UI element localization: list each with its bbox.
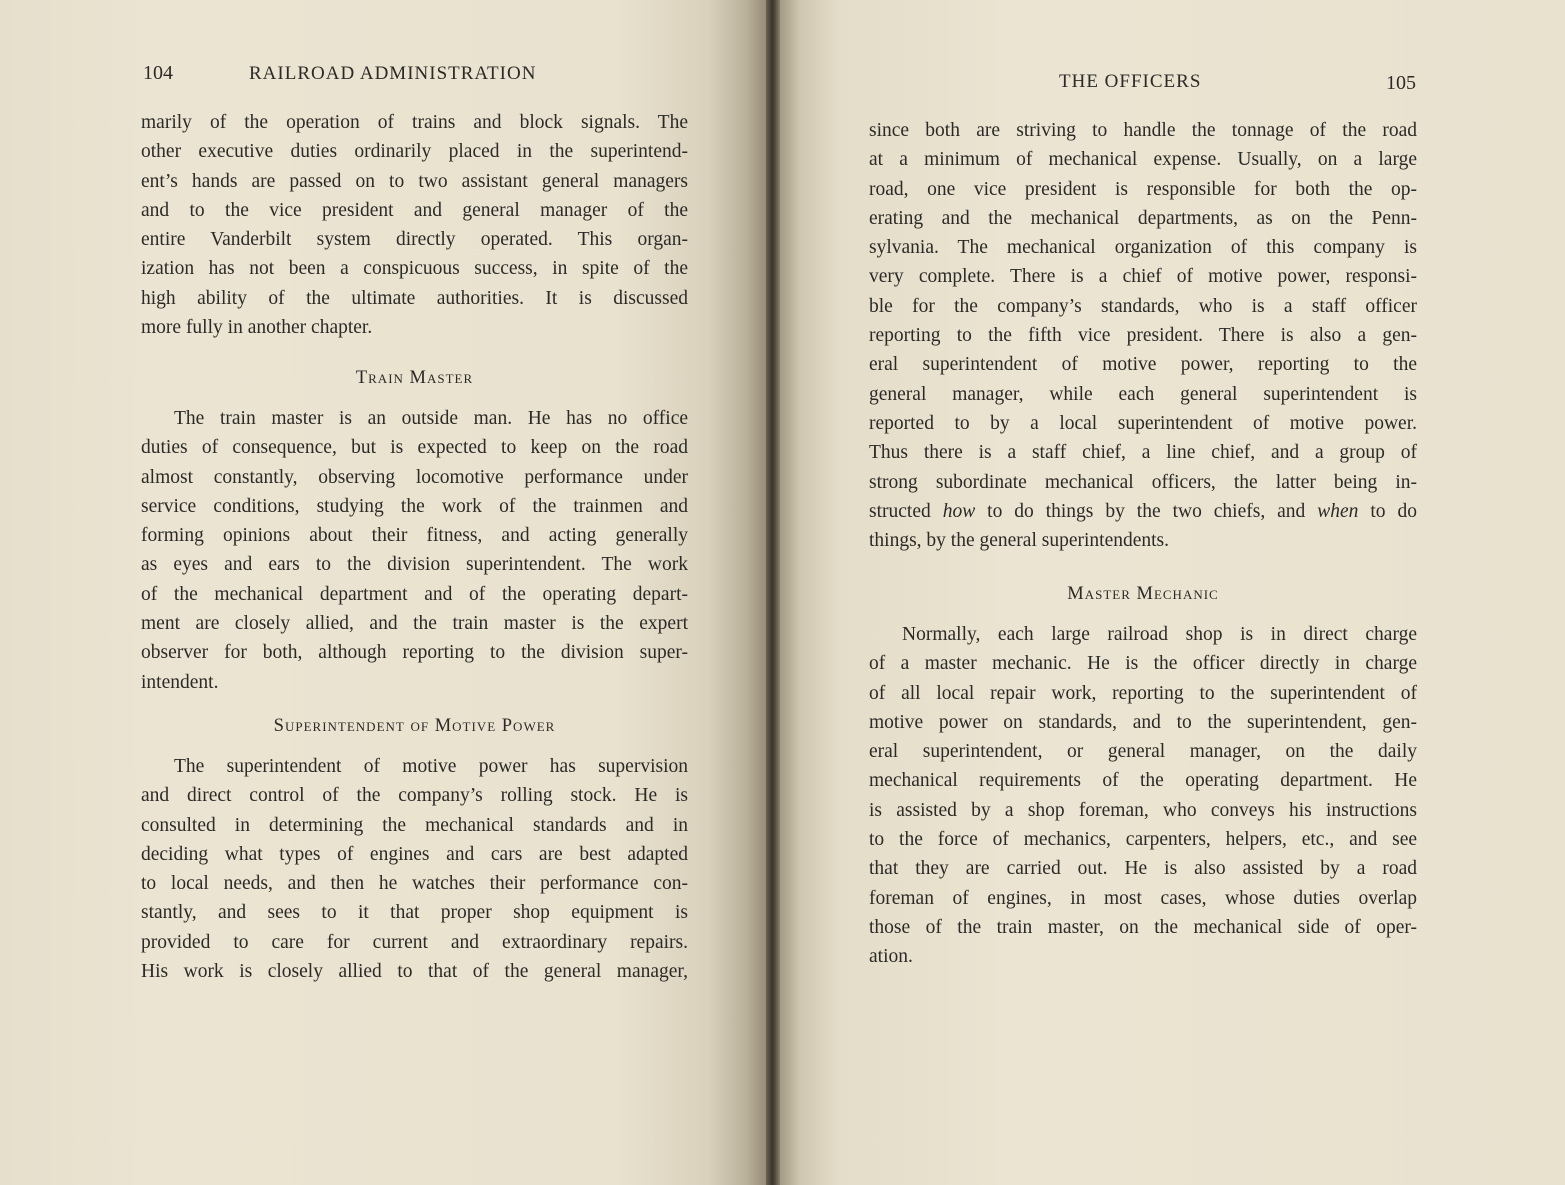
text-line: things, by the general superintendents. [869,530,1170,552]
text-line: and direct control of the company’s rolling stock. He is [141,785,688,807]
italic-word-when: when [1317,500,1359,522]
right-paragraph-1 [869,116,1417,555]
text-line: eral superintendent, or general manager, on the daily [869,741,1417,763]
text-line: reported to by a local superintendent of motive power. [869,412,1417,434]
left-page [0,0,770,1185]
text-line: foreman of engines, in most cases, whose duties overlap [869,887,1417,909]
text-line: provided to care for current and extraordinary repairs. [141,931,688,953]
heading-superintendent-of-motive-power: Superintendent of Motive Power [273,716,556,736]
italic-word-how: how [942,500,976,522]
text-line: ment are closely allied, and the train master is the expert [141,613,688,635]
text-segment: to do things by the two chiefs, and [975,500,1318,522]
text-line: forming opinions about their fitness, and acting generally [141,525,688,547]
text-line: reporting to the fifth vice president. There is also a gen- [869,325,1417,347]
right-page [776,0,1565,1185]
text-line: of the mechanical department and of the operating depart- [141,583,688,605]
text-line: strong subordinate mechanical officers, the latter being in- [869,471,1417,493]
text-line: ization has not been a conspicuous success, in spite of the [141,258,688,280]
text-line: is assisted by a shop foreman, who conveys his instructions [869,799,1417,821]
text-line: high ability of the ultimate authorities. It is discussed [141,287,688,309]
text-line: eral superintendent of motive power, reporting to the [869,354,1417,376]
left-page-number: 104 [143,62,173,84]
text-line: and to the vice president and general manager of the [141,199,688,221]
text-line: observer for both, although reporting to the division super- [141,642,688,664]
text-line: ation. [869,946,913,968]
text-line: of all local repair work, reporting to the superintendent of [869,682,1417,704]
master-mechanic-paragraph [869,620,1417,972]
text-line: sylvania. The mechanical organization of this company is [869,237,1417,259]
text-line: entire Vanderbilt system directly operated. This organ- [141,229,688,251]
text-line: Thus there is a staff chief, a line chief, and a group of [869,442,1417,464]
book-gutter [766,0,780,1185]
text-line: general manager, while each general superintendent is [869,383,1417,405]
right-running-head: THE OFFICERS [1059,71,1202,92]
text-line: The superintendent of motive power has supervision [174,756,688,777]
text-line: marily of the operation of trains and block signals. The [141,112,688,133]
text-line: motive power on standards, and to the superintendent, gen- [869,711,1417,733]
text-line: ent’s hands are passed on to two assistant general managers [141,170,688,192]
text-line: as eyes and ears to the division superintendent. The work [141,554,688,576]
text-line: road, one vice president is responsible for both the op- [869,178,1417,200]
text-line: that they are carried out. He is also assisted by a road [869,858,1417,880]
text-segment: to do [1358,500,1418,522]
text-line: those of the train master, on the mechanical side of oper- [869,916,1417,938]
text-line: almost constantly, observing locomotive performance under [141,466,688,488]
text-line: ble for the company’s standards, who is a staff officer [869,295,1417,317]
text-line: to local needs, and then he watches their performance con- [141,873,688,895]
text-line: service conditions, studying the work of the trainmen and [141,495,688,517]
text-line: His work is closely allied to that of the general manager, [141,961,688,983]
left-running-head: RAILROAD ADMINISTRATION [249,63,537,84]
heading-master-mechanic: Master Mechanic [1067,584,1219,604]
text-line: other executive duties ordinarily placed in the superintend- [141,141,688,163]
text-line: deciding what types of engines and cars are best adapted [141,843,688,865]
text-line: more fully in another chapter. [141,317,373,339]
right-page-number: 105 [1386,72,1416,94]
text-line: intendent. [141,671,219,693]
text-line-with-italics [869,497,1417,526]
superintendent-paragraph [141,752,688,986]
text-line: erating and the mechanical departments, as on the Penn- [869,207,1417,229]
train-master-paragraph [141,404,688,697]
text-line: Normally, each large railroad shop is in direct charge [902,624,1417,645]
text-line: mechanical requirements of the operating department. He [869,770,1417,792]
text-line: duties of consequence, but is expected to keep on the road [141,437,688,459]
text-line: stantly, and sees to it that proper shop equipment is [141,902,688,924]
heading-train-master: Train Master [355,368,474,388]
text-line: very complete. There is a chief of motive power, responsi- [869,266,1417,288]
text-line: at a minimum of mechanical expense. Usually, on a large [869,149,1417,171]
text-line: consulted in determining the mechanical standards and in [141,814,688,836]
text-segment: structed [869,500,943,522]
text-line: of a master mechanic. He is the officer directly in charge [869,653,1417,675]
text-line: The train master is an outside man. He has no office [174,408,688,429]
left-paragraph-1 [141,108,688,342]
text-line: since both are striving to handle the tonnage of the road [869,120,1417,141]
text-line: to the force of mechanics, carpenters, helpers, etc., and see [869,829,1417,851]
